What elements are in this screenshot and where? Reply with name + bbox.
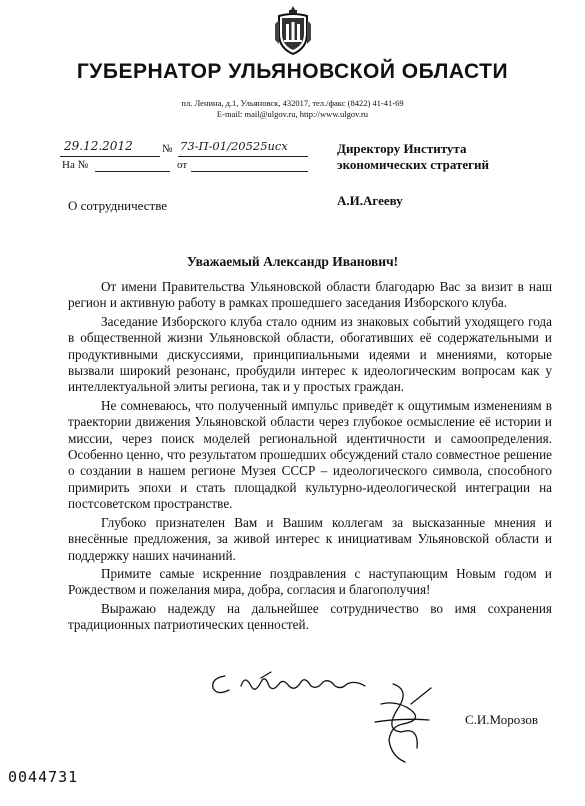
governor-title: ГУБЕРНАТОР УЛЬЯНОВСКОЙ ОБЛАСТИ <box>76 60 509 83</box>
recipient-name: А.И.Агееву <box>337 193 403 208</box>
recipient-position: Директору Института <box>337 141 467 156</box>
number-underline <box>178 156 308 157</box>
registration-date: 29.12.2012 <box>64 139 133 153</box>
letter-subject: О сотрудничестве <box>68 198 168 213</box>
ref-date-label: от <box>177 159 188 171</box>
ref-number-underline <box>95 171 170 172</box>
body-paragraph: Примите самые искренние поздравления с наступающим Новым годом и Рождеством и пожелания мира, добра, согласия и благополучия! <box>68 565 552 598</box>
handwritten-note-signature <box>205 664 440 764</box>
signatory-name: С.И.Морозов <box>465 712 538 727</box>
recipient-organization: экономических стратегий <box>337 157 490 172</box>
ref-number-label: На № <box>62 159 89 171</box>
body-paragraph: Выражаю надежду на дальнейшее сотрудничество во имя сохранения традиционных патриотических ценностей. <box>68 600 552 633</box>
body-paragraph: Глубоко признателен Вам и Вашим коллегам за высказанные мнения и внесённые предложения, за живой интерес к инициативам Ульяновской области и поддержку наших начинаний. <box>68 514 552 563</box>
letter-greeting: Уважаемый Александр Иванович! <box>186 254 399 269</box>
registration-number: 73-П-01/20525исх <box>180 139 288 153</box>
recipient-block <box>337 141 489 173</box>
body-paragraph: Не сомневаюсь, что полученный импульс приведёт к ощутимым изменениям в траектории движения Ульяновской области через глубокое осмысление её истории и миссии, через поиск моделей региональной идентичности и самоопределения. Особенно ценно, что результатом прошедших обсуждений стало совместное решение о создании в нашем регионе Музея СССР – идеологического символа, способного примирить эпохи и стать площадкой культурно-идеологической интеграции на постсоветском пространстве. <box>68 397 552 512</box>
contact-line: E-mail: mail@ulgov.ru, http://www.ulgov.ru <box>216 109 369 119</box>
document-serial-number: 0044731 <box>8 768 79 786</box>
coat-of-arms-emblem <box>274 4 312 56</box>
body-paragraph: Заседание Изборского клуба стало одним из знаковых событий уходящего года в общественной жизни Ульяновской области, обогативших её содержательными и продуктивными дискуссиями, принципиальными идеями и мнениями, которые вызвали широкий резонанс, пробудили интерес к идеологическим вопросам как у интеллектуальной элиты региона, так и у простых граждан. <box>68 313 552 395</box>
address-line: пл. Ленина, д.1, Ульяновск, 432017, тел./факс (8422) 41-41-69 <box>181 98 404 108</box>
number-label: № <box>162 143 173 155</box>
date-underline <box>60 156 160 157</box>
letter-body <box>68 279 552 636</box>
body-paragraph: От имени Правительства Ульяновской области благодарю Вас за визит в наш регион и активную работу в рамках прошедшего заседания Изборского клуба. <box>68 279 552 311</box>
ref-date-underline <box>191 171 308 172</box>
